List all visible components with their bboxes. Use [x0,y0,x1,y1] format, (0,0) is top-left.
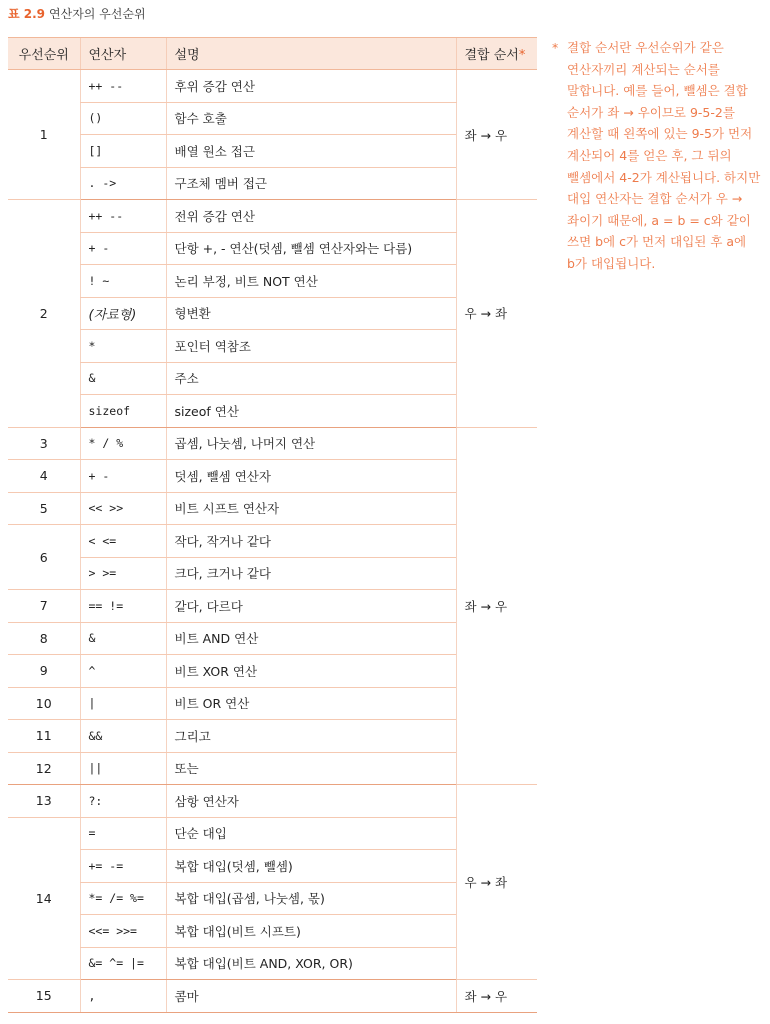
description-cell: 단순 대입 [166,817,456,850]
operator-cell: & [80,362,166,395]
operator-cell: [] [80,135,166,168]
description-cell: 배열 원소 접근 [166,135,456,168]
header-priority: 우선순위 [8,38,80,70]
description-cell: 복합 대입(곱셈, 나눗셈, 몫) [166,882,456,915]
operator-cell: += -= [80,850,166,883]
footnote-mark: * [552,40,559,55]
description-cell: 비트 AND 연산 [166,622,456,655]
description-cell: 복합 대입(비트 시프트) [166,915,456,948]
operator-cell: * [80,330,166,363]
operator-cell: ^ [80,655,166,688]
description-cell: 덧셈, 뺄셈 연산자 [166,460,456,493]
description-cell: 단항 +, - 연산(덧셈, 뺄셈 연산자와는 다름) [166,232,456,265]
priority-cell: 4 [8,460,80,493]
description-cell: 콤마 [166,980,456,1013]
description-cell: 비트 OR 연산 [166,687,456,720]
priority-cell: 12 [8,752,80,785]
operator-cell: > >= [80,557,166,590]
associativity-cell: 우 → 좌 [456,785,537,980]
table-title: 연산자의 우선순위 [49,7,146,21]
description-cell: 작다, 작거나 같다 [166,525,456,558]
header-operator: 연산자 [80,38,166,70]
header-description: 설명 [166,38,456,70]
priority-cell: 5 [8,492,80,525]
operator-cell: (자료형) [80,297,166,330]
description-cell: 같다, 다르다 [166,590,456,623]
associativity-cell: 좌 → 우 [456,427,537,785]
associativity-cell: 우 → 좌 [456,200,537,428]
description-cell: 복합 대입(비트 AND, XOR, OR) [166,947,456,980]
operator-cell: && [80,720,166,753]
operator-cell: ++ -- [80,200,166,233]
associativity-cell: 좌 → 우 [456,70,537,200]
operator-cell: | [80,687,166,720]
description-cell: 크다, 크거나 같다 [166,557,456,590]
description-cell: 복합 대입(덧셈, 뺄셈) [166,850,456,883]
table-row [8,200,537,233]
description-cell: 논리 부정, 비트 NOT 연산 [166,265,456,298]
operator-cell: == != [80,590,166,623]
operator-cell: = [80,817,166,850]
priority-cell: 13 [8,785,80,818]
operator-cell: , [80,980,166,1013]
priority-cell: 8 [8,622,80,655]
description-cell: 또는 [166,752,456,785]
operator-cell: &= ^= |= [80,947,166,980]
priority-cell: 1 [8,70,80,200]
table-caption [8,5,146,22]
priority-cell: 15 [8,980,80,1013]
priority-cell: 3 [8,427,80,460]
operator-cell: ! ~ [80,265,166,298]
priority-cell: 7 [8,590,80,623]
description-cell: 포인터 역참조 [166,330,456,363]
table-row [8,785,537,818]
priority-cell: 6 [8,525,80,590]
priority-cell: 10 [8,687,80,720]
operator-cell: & [80,622,166,655]
operator-cell: < <= [80,525,166,558]
description-cell: 후위 증감 연산 [166,70,456,103]
footnote-text: 결합 순서란 우선순위가 같은 연산자끼리 계산되는 순서를 말합니다. 예를 들어, 뺄셈은 결합 순서가 좌 → 우이므로 9-5-2를 계산할 때 왼쪽에 있는 9-5가 먼저 계산되어 4를 얻은 후, 그 뒤의 뺄셈에서 4-2가 계산됩니다. 하지만 대입 연산자는 결합 순서가 우 → 좌이기 때문에, a = b = c와 같이 쓰면 b에 c가 먼저 대입된 후 a에 b가 대입됩니다. [567,40,761,271]
operator-precedence-table [8,37,537,1013]
operator-cell: || [80,752,166,785]
associativity-cell: 좌 → 우 [456,980,537,1013]
priority-cell: 2 [8,200,80,428]
priority-cell: 14 [8,817,80,980]
header-associativity: 결합 순서* [456,38,537,70]
description-cell: 곱셈, 나눗셈, 나머지 연산 [166,427,456,460]
operator-cell: sizeof [80,395,166,428]
table-row [8,427,537,460]
description-cell: 그리고 [166,720,456,753]
operator-cell: ?: [80,785,166,818]
operator-cell: + - [80,460,166,493]
operator-cell: << >> [80,492,166,525]
description-cell: 비트 시프트 연산자 [166,492,456,525]
operator-cell: () [80,102,166,135]
operator-cell: *= /= %= [80,882,166,915]
table-number: 표 2.9 [8,7,46,21]
description-cell: 삼항 연산자 [166,785,456,818]
associativity-footnote [552,37,764,275]
operator-cell: + - [80,232,166,265]
description-cell: 전위 증감 연산 [166,200,456,233]
operator-cell: <<= >>= [80,915,166,948]
header-row [8,38,537,70]
description-cell: 함수 호출 [166,102,456,135]
footnote-mark: * [518,48,526,63]
description-cell: 비트 XOR 연산 [166,655,456,688]
operator-cell: ++ -- [80,70,166,103]
description-cell: 구조체 멤버 접근 [166,167,456,200]
priority-cell: 11 [8,720,80,753]
description-cell: 형변환 [166,297,456,330]
description-cell: sizeof 연산 [166,395,456,428]
priority-cell: 9 [8,655,80,688]
description-cell: 주소 [166,362,456,395]
operator-cell: * / % [80,427,166,460]
operator-cell: . -> [80,167,166,200]
table-row [8,980,537,1013]
table-row [8,70,537,103]
